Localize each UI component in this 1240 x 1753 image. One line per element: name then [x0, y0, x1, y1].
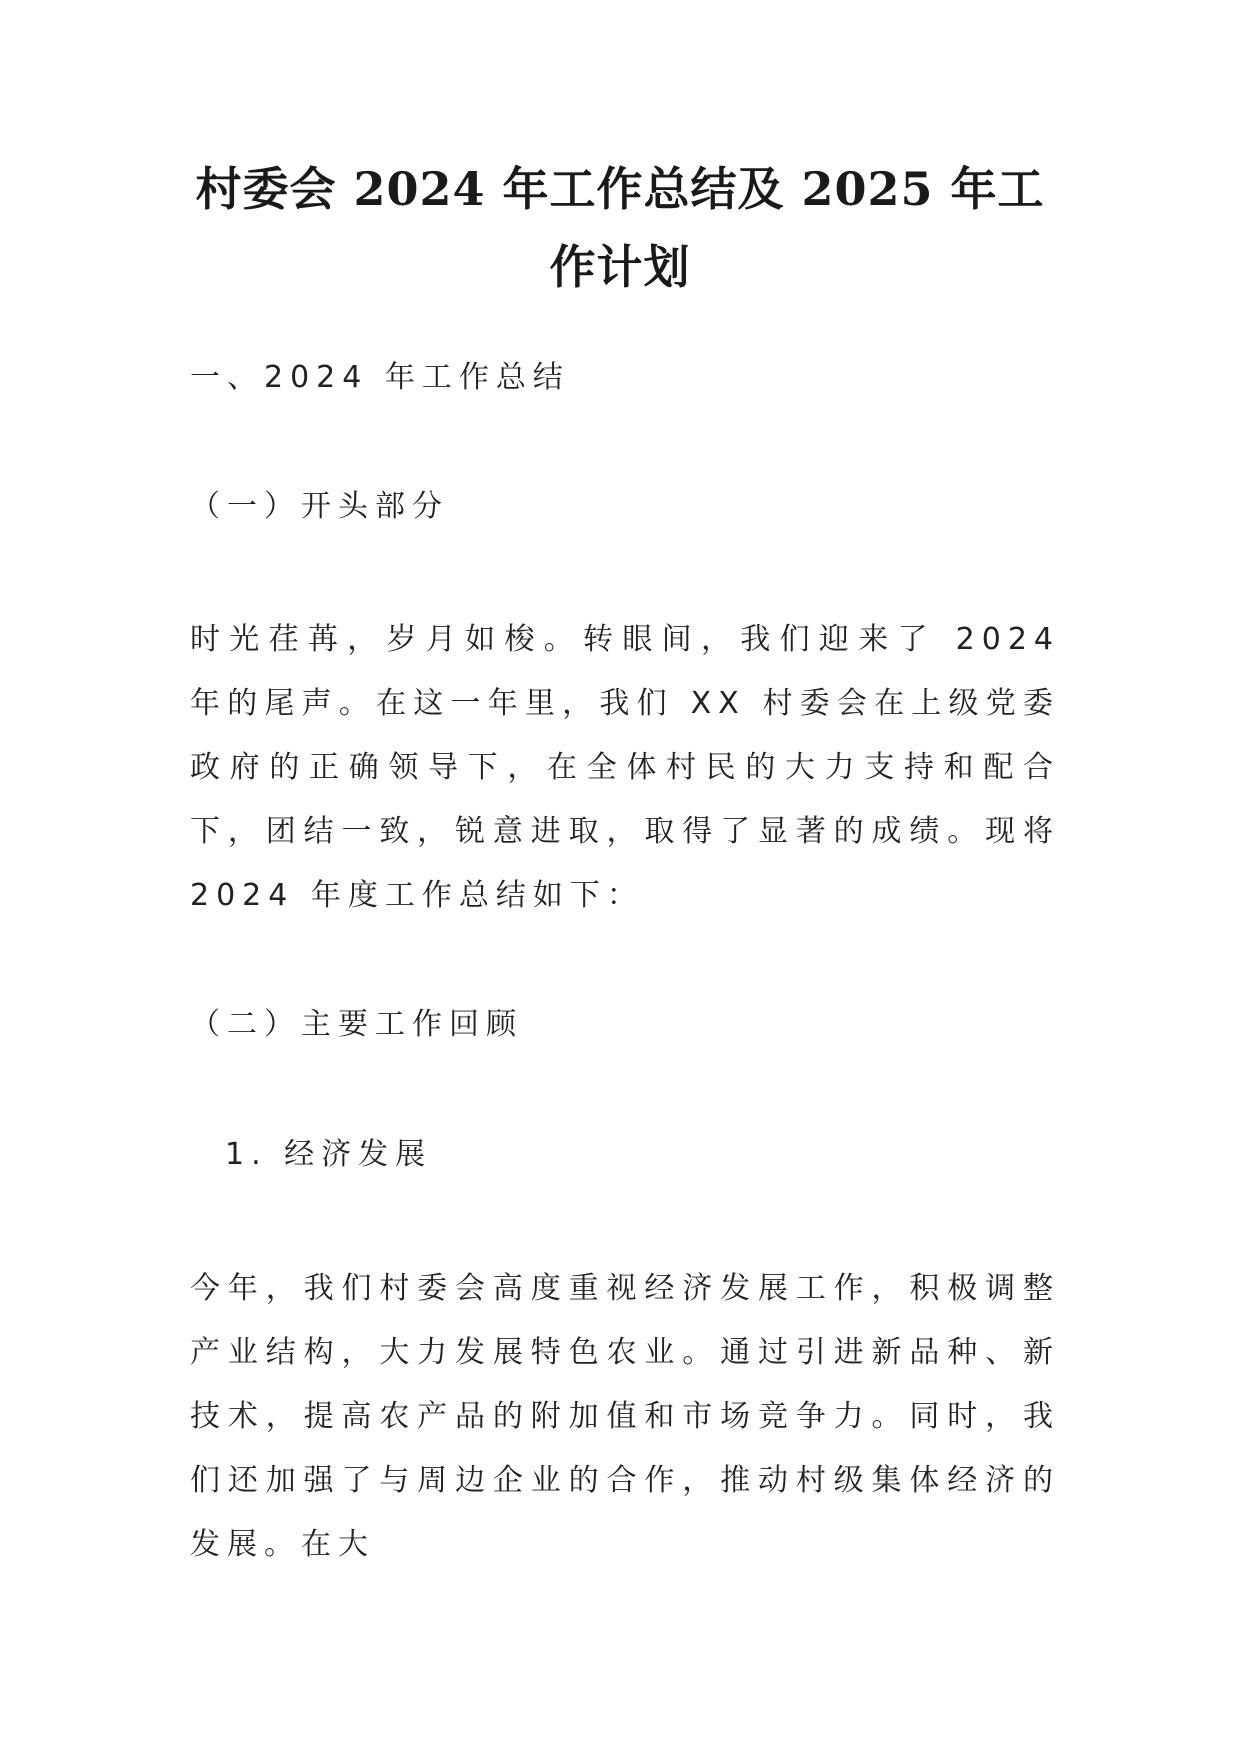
item-heading-economy: 1. 经济发展: [225, 1137, 433, 1172]
document-title: 村委会 2024 年工作总结及 2025 年工作计划: [195, 162, 1045, 294]
subsection-heading-opening: （一）开头部分: [190, 489, 449, 524]
body-paragraph-opening: 时光荏苒，岁月如梭。转眼间，我们迎来了 2024 年的尾声。在这一年里，我们 XX 村委会在上级党委政府的正确领导下，在全体村民的大力支持和配合下，团结一致，锐意进取，取得了显著的成绩。现将 2024 年度工作总结如下：: [190, 622, 1060, 913]
body-paragraph-economy: 今年，我们村委会高度重视经济发展工作，积极调整产业结构，大力发展特色农业。通过引进新品种、新技术，提高农产品的附加值和市场竞争力。同时，我们还加强了与周边企业的合作，推动村级集体经济的发展。在大: [190, 1271, 1060, 1562]
subsection-heading-review: （二）主要工作回顾: [190, 1007, 523, 1042]
section-heading: 一、2024 年工作总结: [190, 360, 570, 395]
